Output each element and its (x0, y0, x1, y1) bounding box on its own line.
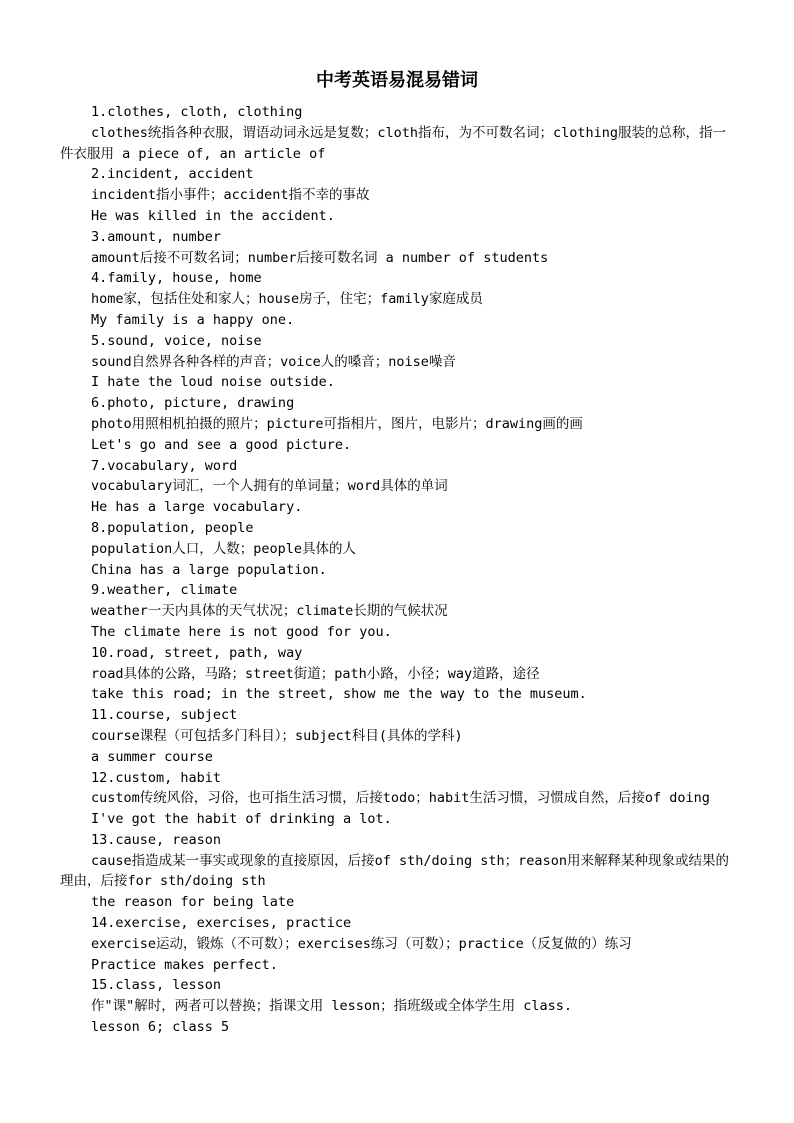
entry-11-explanation: course课程（可包括多门科目）；subject科目(具体的学科) (91, 727, 463, 744)
entry-8-example: China has a large population. (91, 561, 327, 578)
entry-5-explanation: sound自然界各种各样的声音；voice人的嗓音；noise噪音 (91, 353, 456, 370)
entry-1-heading: 1.clothes, cloth, clothing (91, 104, 303, 120)
entry-15-example: lesson 6; class 5 (91, 1019, 230, 1036)
entry-8-explanation: population人口，人数；people具体的人 (91, 540, 357, 557)
entry-10-heading: 10.road, street, path, way (91, 644, 303, 661)
entry-1-explanation: clothes统指各种衣服，谓语动词永远是复数；cloth指布，为不可数名词；clothing服装的总称，指一件衣服用 a piece of, an article of (60, 124, 727, 162)
entry-2-explanation: incident指小事件；accident指不幸的事故 (91, 187, 370, 204)
entry-9-example: The climate here is not good for you. (91, 623, 392, 640)
entry-7-example: He has a large vocabulary. (91, 499, 303, 516)
entry-5-example: I hate the loud noise outside. (91, 374, 335, 391)
entry-14-example: Practice makes perfect. (91, 956, 278, 973)
entry-2-heading: 2.incident, accident (91, 166, 254, 183)
document-title: 中考英语易混易错词 (316, 70, 478, 91)
entry-12-explanation: custom传统风俗，习俗，也可指生活习惯，后接todo；habit生活习惯，习惯成自然，后接of doing (91, 790, 710, 807)
entry-14-explanation: exercise运动，锻炼（不可数）；exercises练习（可数）；practice（反复做的）练习 (91, 935, 632, 952)
entry-6-explanation: photo用照相机拍摄的照片；picture可指相片，图片，电影片；drawing画的画 (91, 415, 583, 432)
entry-9-explanation: weather一天内具体的天气状况；climate长期的气候状况 (91, 603, 448, 620)
entry-6-heading: 6.photo, picture, drawing (91, 395, 295, 412)
entry-10-explanation: road具体的公路，马路；street街道；path小路，小径；way道路，途径 (91, 665, 540, 682)
entry-6-example: Let's go and see a good picture. (91, 436, 352, 453)
entry-13-example: the reason for being late (91, 894, 295, 911)
entry-14-heading: 14.exercise, exercises, practice (91, 915, 352, 932)
document-body (60, 102, 736, 1038)
entry-3-explanation: amount后接不可数名词；number后接可数名词 a number of students (91, 249, 549, 266)
entry-11-example: a summer course (91, 748, 213, 765)
entry-4-example: My family is a happy one. (91, 311, 295, 328)
entry-5-heading: 5.sound, voice, noise (91, 332, 262, 349)
entry-3-heading: 3.amount, number (91, 228, 222, 245)
entry-7-heading: 7.vocabulary, word (91, 457, 238, 474)
entry-10-example: take this road; in the street, show me the way to the museum. (91, 686, 587, 703)
entry-9-heading: 9.weather, climate (91, 582, 238, 599)
entry-12-example: I've got the habit of drinking a lot. (91, 811, 392, 828)
entry-15-explanation: 作"课"解时，两者可以替换；指课文用 lesson；指班级或全体学生用 class. (91, 998, 573, 1015)
entry-2-example: He was killed in the accident. (91, 207, 335, 224)
entry-8-heading: 8.population, people (91, 519, 254, 536)
entry-13-heading: 13.cause, reason (91, 831, 222, 848)
entry-4-heading: 4.family, house, home (91, 270, 262, 287)
entry-4-explanation: home家，包括住处和家人；house房子，住宅；family家庭成员 (91, 291, 483, 308)
entry-11-heading: 11.course, subject (91, 707, 238, 724)
entry-13-explanation: cause指造成某一事实或现象的直接原因，后接of sth/doing sth；reason用来解释某种现象或结果的理由，后接for sth/doing sth (60, 852, 729, 890)
entry-7-explanation: vocabulary词汇，一个人拥有的单词量；word具体的单词 (91, 478, 448, 495)
entry-15-heading: 15.class, lesson (91, 977, 222, 994)
entry-12-heading: 12.custom, habit (91, 769, 222, 786)
